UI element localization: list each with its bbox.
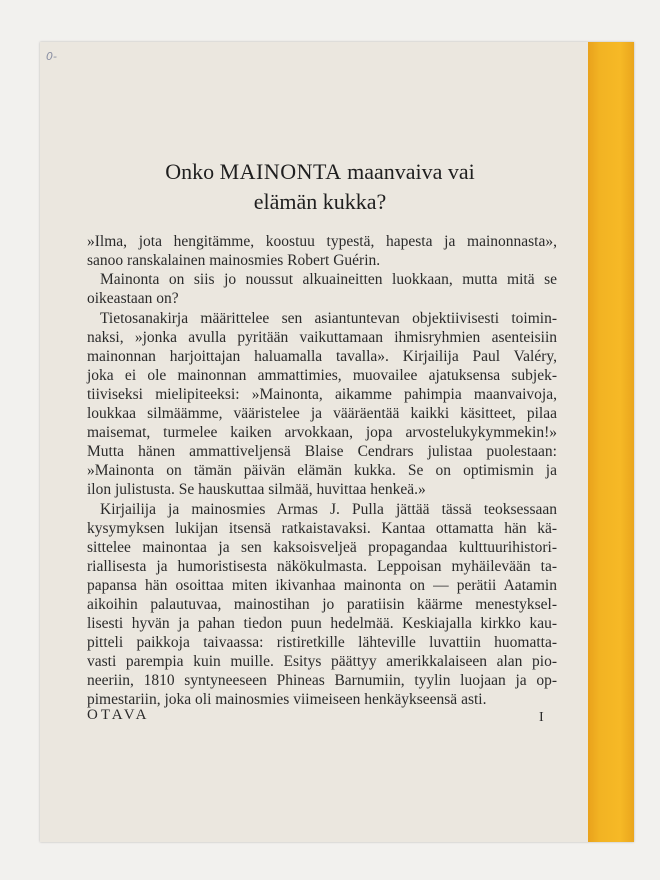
- headline-pre: Onko: [165, 159, 220, 184]
- body-line: pimestariin, joka oli mainosmies viimeiseen henkäykseensä asti.: [87, 691, 487, 708]
- body-line: papansa hän osoittaa miten ikivanhaa mainonta on — perätii Aatamin: [87, 577, 557, 594]
- body-line: Mainonta on siis jo noussut alkuaineitten luokkaan, mutta mitä se: [100, 271, 557, 288]
- headline-post: maanvaiva vai: [341, 159, 475, 184]
- body-line: aikoihin palautuvaa, mainostihan jo paratiisin käärme menestyksel-: [87, 596, 557, 613]
- pencil-note: 0-: [46, 50, 57, 63]
- body-line: naksi, »jonka avulla pyritään vaikuttamaan ihmisryhmien asenteisiin: [87, 329, 557, 346]
- body-line: kysymyksen lukijan itsensä ratkaistavaksi. Kantaa ottamatta hän kä-: [87, 520, 557, 537]
- body-line: lisesti hyvän ja pahan tiedon puun hedelmää. Keskiajalla kirkko kau-: [87, 615, 557, 632]
- publisher-name: OTAVA: [87, 707, 150, 723]
- body-line: loukkaa silmäämme, vääristelee ja vääräentää kaikki käsitteet, pilaa: [87, 405, 557, 422]
- body-line: »Ilma, jota hengitämme, koostuu typestä, hapesta ja mainonnasta»,: [87, 233, 557, 250]
- headline-line-1: [70, 157, 570, 186]
- body-line: joka ei ole mainonnan ammattimies, muovailee ajatuksensa subjek-: [87, 367, 557, 384]
- body-line: pitteli paikkoja taivaassa: ristiretkille lähteville luvattiin huomatta-: [87, 634, 557, 651]
- body-line: riallisesta ja humoristisesta näkökulmasta. Leppoisan myhäilevään ta-: [87, 558, 557, 575]
- body-line: neeriin, 1810 syntyneeseen Phineas Barnumiin, tyylin luojaan ja op-: [87, 672, 557, 689]
- body-line: sanoo ranskalainen mainosmies Robert Guérin.: [87, 252, 381, 269]
- headline-caps: MAINONTA: [219, 159, 342, 184]
- body-line: Kirjailija ja mainosmies Armas J. Pulla jättää tässä teoksessaan: [100, 501, 557, 518]
- body-line: ilon julistusta. Se hauskuttaa silmää, huvittaa henkeä.»: [87, 481, 426, 498]
- page-number: I: [539, 710, 544, 725]
- body-line: tiiviseksi mielipiteeksi: »Mainonta, aikamme pahimpia maanvaivoja,: [87, 386, 557, 403]
- body-line: Tietosanakirja määrittelee sen asiantuntevan objektiivisesti toimin-: [100, 310, 557, 327]
- body-line: maisemat, turmelee kaiken arvokkaan, jopa arvostelukykymmekin!»: [87, 424, 557, 441]
- body-line: oikeastaan on?: [87, 290, 179, 307]
- headline-line-2: elämän kukka?: [253, 189, 387, 214]
- body-line: vasti parempia kuin muille. Esitys päättyy amerikkalaiseen alan pio-: [87, 653, 557, 670]
- yellow-spine-band: [588, 42, 634, 842]
- body-line: mainonnan harjoittajan haluamalla tavalla». Kirjailija Paul Valéry,: [87, 348, 557, 365]
- body-line: Mutta hänen ammattiveljensä Blaise Cendrars julistaa puolestaan:: [87, 443, 557, 460]
- body-line: »Mainonta on tämän päivän elämän kukka. Se on optimismin ja: [87, 462, 557, 479]
- body-line: sittelee mainontaa ja sen kaksoisveljeä propagandaa kulttuurihistori-: [87, 539, 557, 556]
